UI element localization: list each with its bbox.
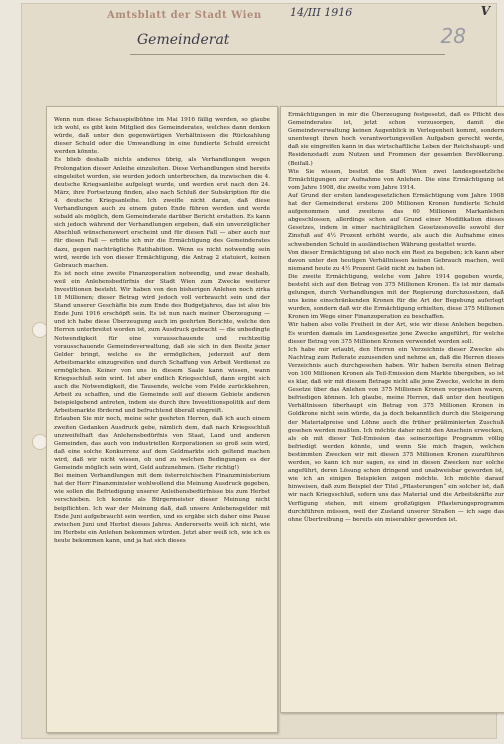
archive-sheet [22,4,504,738]
pencil-number: 28 [440,24,466,48]
paragraph: Es blieb deshalb nichts anderes übrig, als Verhandlungen wegen Prolongation dieser Anleihe einzuleiten. Diese Verhandlungen sind bereits eingeleitet worden, sie wurden jedoch unterbrochen, da inzwischen die 4. deutsche Kriegsanleihe aufgelegt wurde, und werden erst nach den 24. März, ihre Fortsetzung finden, also nach Schluß der Subskription für die 4. deutsche Kriegsanleihe. Ich zweifle nicht daran, daß diese Verhandlungen auch zu einem guten Ende führen werden und werde sobald als möglich, dem Gemeinderate darüber Bericht erstatten. Es kann sich jedoch während der Verhandlungen ergeben, daß ein unverzüglicher Abschluß wünschenswert erscheint und für diesen Fall — aber auch nur für diesen Fall — erbitte ich mir die Ermächtigung des Gemeinderates dazu, gegen nachträgliche Ratihabition. Wenn es nicht notwendig sein wird, werde ich von dieser Ermächtigung, die Antrag 2 statuiert, keinen Gebrauch machen. [54,157,270,269]
paragraph: Es ist noch eine zweite Finanzoperation notwendig, und zwar deshalb, weil ein Anlehensbedürfnis der Stadt Wien zum Zwecke weiterer Investitionen besteht. Wir haben von den bisherigen Anlehen noch zirka 18 Millionen; dieser Betrag wird jedoch voll verbraucht sein und der Stand unserer Geschäfte bis zum Ende des Budgetjahres, das ist also bis Ende Juni 1916 erschöpft sein. Es ist nun nach meiner Überzeugung — und ich habe diese Überzeugung auch im geehrten Berichte, welche den Herren unterbreitet worden ist, zum Ausdruck gebracht — die unbedingte Notwendigkeit für eine vorausschauende und rechtzeitig vorausschauende Gemeindeverwaltung, daß sie sich in den Besitz jener Gelder bringt, welche es ihr ermöglichen, jederzeit auf dem Arbeitsmarkte einzugreifen und durch Schaffung von Arbeit Verdienst zu ermöglichen. Keiner von uns in diesem Saale kann wissen, wann Kriegsschluß sein wird. Ist aber endlich Kriegsschluß, dann ergibt sich auch die Notwendigkeit, die Tausende, welche vom Felde zurückkehren, Arbeit zu schaffen, und die Gemeinde soll auf diesem Gebiete anderen beispielgebend antreten, indem sie durch ihre Investitionspolitik auf dem Arbeitsmarkte fördernd und befruchtend überall eingreift. [54,270,270,415]
paragraph: Bei meinen Verhandlungen mit dem österreichischen Finanzministerium hat der Herr Finanzminister wohlwollend die Meinung Ausdruck gegeben, wie sollen die Befriedigung unserer Anleihensbedürfnisse bis zum Herbst verschieben. Ich konnte als Bürgermeister dieser Meinung nicht beipflichten. Ich war der Meinung daß, daß unsere Anlehensgelder mit Ende Juni aufgebraucht sein werden, und es ergäbe sich daher eine Pause zwischen Juni und Herbst dieses Jahres. Andererseits weiß ich nicht, wie im Herbste ein Anlehen bekommen würden. Jetzt aber weiß ich, wie ich es heute bekommen kann, und ja hat sich dieses [54,473,270,544]
handwritten-date: 14/III 1916 [290,6,353,19]
paragraph: Auf Grund der ersten landesgesetzlichen Ermächtigung vom Jahre 1908 hat der Gemeinderat erstens 200 Millionen Kronen fundierte Schuld aufgenommen und zweitens das 60 Millionen Markanlehen abgeschlossen, allerdings schon auf Grund einer Modifikation dieses Gesetzes, indem in einer nachträglichen Gesetzesnovelle sowohl der Zinsfuß auf 4½ Prozent erhöht wurde, als auch die Aufnahme eines schwebenden Schuld in ausländischen Währung gestattet wurde. [288,192,504,248]
paragraph: Ich habe mir erlaubt, den Herren ein Verzeichnis dieser Zwecke als Nachtrag zum Referate zuzusenden und nehme an, daß die Herren dieses Verzeichnis auch durchgesehen haben. Wir haben bereits einen Betrag von 100 Millionen Kronen als Teil-Emission dem Markte übergeben, so ist es klar, daß wir mit diesem Betrage nicht alle jene Zwecke, welche in dem Gesetze über das Anlehen von 375 Millionen Kronen vorgesehen waren, befriedigen können. Ich glaube, meine Herren, daß unter den heutigen Verhältnissen überhaupt ein Betrag von 375 Millionen Kronen in Goldkrone nicht sein würde, da ja doch bekanntlich durch die Steigerung der Materialpreise und Löhne auch die früher präliminierten Zuschuß gesehen werden mußten. Ich möchte daher nicht den Anschein erwecken, als ob mit dieser Teil-Emission das seinerzeitige Programm völlig befriedigt werden könnte, und wenn Sie mich fragen, welchen bestimmten Zwecken wir mit diesen 375 Millionen Kronen zuzuführen werden, so kann ich nur sagen, es sind in diesen Zwecken nur solche angeführt, deren Lösung schon dringend und unabweisbar geworden ist, wie ich an einigen Beispielen zeigen möchte. Ich möchte darauf hinweisen, daß zum Beispiel der Titel „Pflasterungen“ ein solcher ist, daß wir nach Kriegsschluß, sofern uns das Material und die Arbeitskräfte zur Verfügung stehen, mit einem großzügigen Pflasterungsprogramm durchführen müssen, weil der Zustand unserer Straßen — ich sage das ohne Übertreibung — bereits ein miserabler geworden ist. [288,346,504,523]
newspaper-clipping-left [46,106,278,733]
newspaper-clipping-right [280,106,504,713]
section-title: Gemeinderat [137,32,230,48]
source-header: Amtsblatt der Stadt Wien [107,10,262,21]
paragraph: Die zweite Ermächtigung, welche vom Jahre 1914 gegeben wurde, besteht sich auf den Betrag von 375 Millionen Kronen. Es ist mir damals gelungen, durch Verhandlungen mit der Regierung durchzusetzen, daß uns keine einschränkenden Kronen für die Art der Begebung auferlegt wurden, sondern daß wir die Ermächtigung erhielten, diese 375 Millionen Kronen im Wege einer Finanzoperation zu beschaffen. [288,273,504,321]
page-mark: V [480,4,490,18]
paragraph: Wir haben also volle Freiheit in der Art, wie wir diese Anlehen begeben. Es wurden damals im Landesgesetze jene Zwecke angeführt, für welche dieser Betrag von 375 Millionen Kronen verwendet werden soll. [288,322,504,345]
paragraph: Von dieser Ermächtigung ist also noch ein Rest zu begeben; ich kann aber davon unter den heutigen Verhältnissen keinen Gebrauch machen, weil niemand heute zu 4½ Prozent Geld nicht zu haben ist. [288,249,504,272]
paragraph: Ermächtigungen in mir die Überzeugung festgesetzt, daß es Pflicht des Gemeinderates ist, jetzt schon vorzusorgen, damit die Gemeindeverwaltung keinen Augenblick in Verlegenheit kommt, sondern unentwegt ihren hoch verantwortungsvollen Aufgaben gerecht werde, daß sie eingreifen kann in das wirtschaftliche Leben der Reichshaupt- und Residenzstadt zum Nutzen und Frommen der gesamten Bevölkerung. (Beifall.) [288,112,504,167]
paragraph: Wenn nun diese Schauspielbühne im Mai 1916 fällig werden, so glaube ich wohl, es gibt kein Mitglied des Gemeinderates, welches dann denken würde, daß unter den gegenwärtigen Verhältnissen die Rückzahlung dieser Schuld oder die Umwandlung in eine fundierte Schuld erreicht werden könnte. [54,117,270,156]
paragraph: Erlauben Sie mir noch, meine sehr geehrten Herren, daß ich auch einem zweiten Gedanken Ausdruck gebe, nämlich dem, daß nach Kriegsschluß unzweifelhaft das Anlehensbedürfnis von Staat, Land und anderen Gemeinden, das auch von industriellen Korporationen so groß sein wird, daß eine solche Konkurrenz auf dem Geldmarkte sich geltend machen wird, daß wir nicht wissen, ob und zu welchen Bedingungen es der Gemeinde möglich sein wird, Geld aufzunehmen. (Sehr richtig!) [54,416,270,472]
paragraph: Wie Sie wissen, besitzt die Stadt Wien zwei landesgesetzliche Ermächtigungen zur Aufnahme von Anlehen. Die eine Ermächtigung ist vom Jahre 1908, die zweite vom Jahre 1914. [288,168,504,191]
section-underline [130,54,445,55]
